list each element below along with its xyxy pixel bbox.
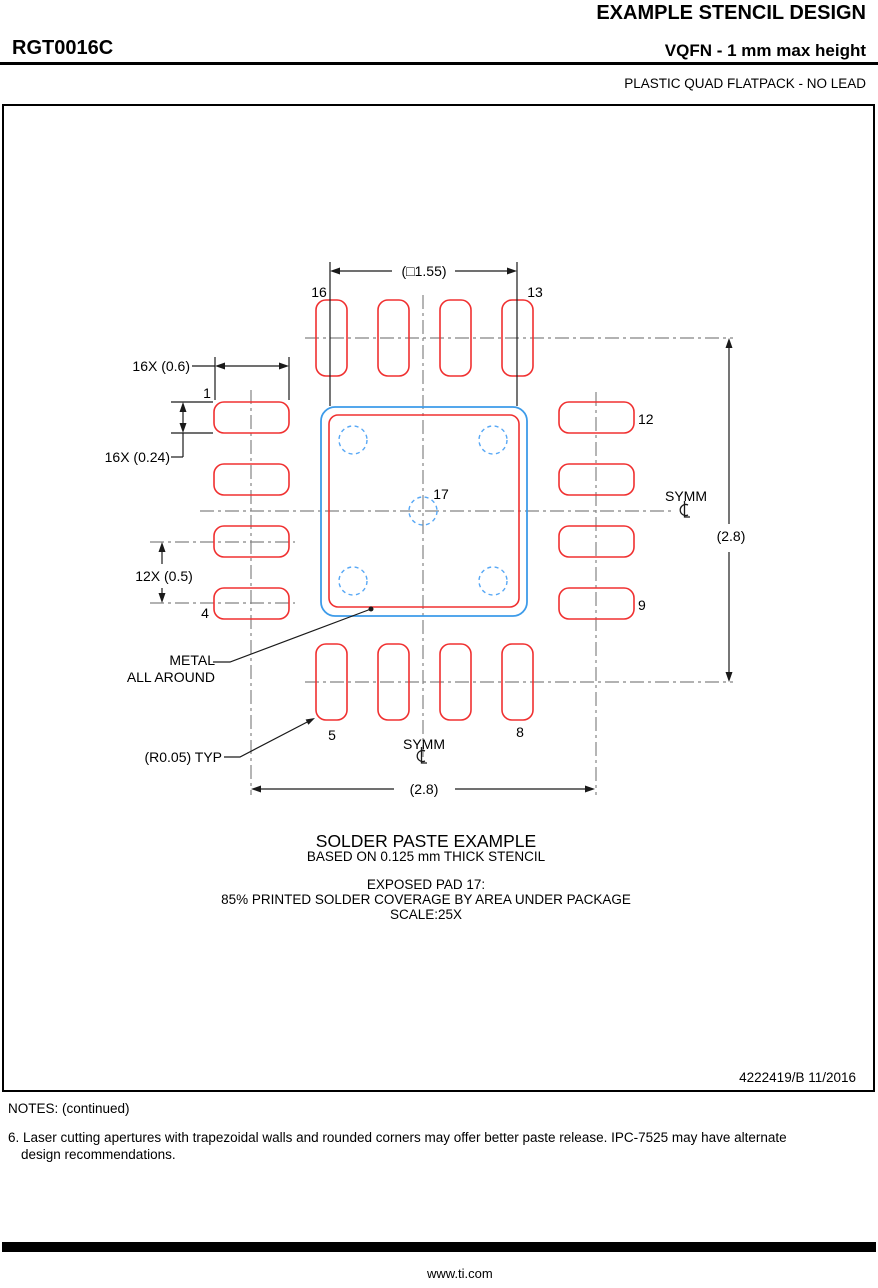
pin-9-label: 9 — [638, 597, 646, 613]
radius-note-label: (R0.05) TYP — [144, 749, 222, 765]
pin-4-label: 4 — [201, 605, 209, 621]
caption-subtitle: BASED ON 0.125 mm THICK STENCIL — [306, 849, 546, 864]
pin-13-label: 13 — [527, 284, 543, 300]
pin-5-label: 5 — [328, 727, 336, 743]
radius-leader — [224, 719, 313, 757]
caption-coverage: 85% PRINTED SOLDER COVERAGE BY AREA UNDER PACKAGE — [221, 892, 631, 907]
dimension-labels — [105, 263, 746, 797]
dim-width-label: (2.8) — [409, 781, 439, 797]
dim-height-label: (2.8) — [716, 528, 746, 544]
note-6-line1: 6. Laser cutting apertures with trapezoidal walls and rounded corners may offer better paste release. IPC-7525 may have alternate — [8, 1130, 787, 1145]
pin-1-label: 1 — [203, 385, 211, 401]
symm-right-label: SYMM — [665, 488, 707, 504]
pin-16-label: 16 — [311, 284, 327, 300]
dim-pad-height-label: 16X (0.24) — [104, 449, 170, 465]
pin-17-label: 17 — [433, 486, 449, 502]
via-circle — [339, 567, 367, 595]
pin-12-label: 12 — [638, 411, 654, 427]
pin-8-label: 8 — [516, 724, 524, 740]
page-title: EXAMPLE STENCIL DESIGN — [596, 2, 866, 24]
via-circle — [339, 426, 367, 454]
footer-bar — [2, 1242, 876, 1252]
drawing-border — [3, 105, 874, 1091]
via-circle — [479, 567, 507, 595]
doc-number: 4222419/B 11/2016 — [739, 1070, 856, 1085]
symm-bottom-label: SYMM — [403, 736, 445, 752]
ti-website-link[interactable]: www.ti.com — [427, 1266, 493, 1281]
notes-heading: NOTES: (continued) — [8, 1101, 130, 1116]
part-number: RGT0016C — [12, 37, 114, 59]
note-6-line2: design recommendations. — [21, 1147, 176, 1162]
caption-title: SOLDER PASTE EXAMPLE — [315, 831, 537, 851]
package-subtitle: VQFN - 1 mm max height — [664, 41, 866, 60]
pin-labels — [201, 284, 654, 743]
metal-leader-dot — [369, 607, 374, 612]
dim-pad-width-label: 16X (0.6) — [132, 358, 190, 374]
caption-exposed-pad: EXPOSED PAD 17: — [366, 877, 486, 892]
aperture-pads — [214, 300, 634, 720]
dim-top-label: (□1.55) — [401, 263, 447, 279]
dimension-arrowheads — [159, 268, 733, 793]
metal-label-line2: ALL AROUND — [126, 669, 215, 685]
caption-scale: SCALE:25X — [389, 907, 463, 922]
via-circle — [479, 426, 507, 454]
dim-pitch-label: 12X (0.5) — [135, 568, 193, 584]
metal-label-line1: METAL — [169, 652, 215, 668]
package-type: PLASTIC QUAD FLATPACK - NO LEAD — [624, 76, 866, 91]
